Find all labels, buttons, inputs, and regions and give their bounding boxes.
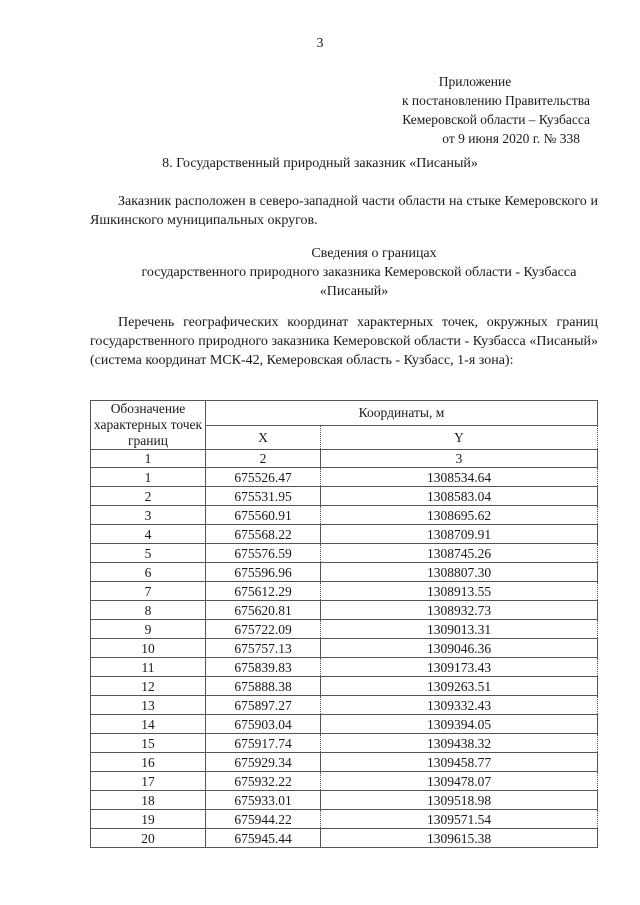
point-number-cell: 14: [91, 715, 206, 734]
subtitle-line-1: Сведения о границах: [311, 246, 437, 261]
point-number-cell: 12: [91, 677, 206, 696]
y-coordinate-cell: 1309332.43: [321, 696, 598, 715]
x-coordinate-cell: 675839.83: [206, 658, 321, 677]
boundaries-subtitle: [90, 244, 598, 301]
y-coordinate-cell: 1309571.54: [321, 810, 598, 829]
y-coordinate-cell: 1309046.36: [321, 639, 598, 658]
y-coordinate-cell: 1309518.98: [321, 791, 598, 810]
header-coordinates: Координаты, м: [206, 401, 598, 426]
x-coordinate-cell: 675560.91: [206, 506, 321, 525]
point-number-cell: 18: [91, 791, 206, 810]
header-point-name: Обозначение характерных точек границ: [91, 401, 206, 450]
y-coordinate-cell: 1309263.51: [321, 677, 598, 696]
x-coordinate-cell: 675929.34: [206, 753, 321, 772]
column-index: 2: [206, 450, 321, 468]
appendix-line-3: Кемеровской области – Кузбасса: [402, 112, 590, 127]
point-number-cell: 19: [91, 810, 206, 829]
point-number-cell: 13: [91, 696, 206, 715]
table-row: [91, 810, 598, 829]
y-coordinate-cell: 1309013.31: [321, 620, 598, 639]
x-coordinate-cell: 675944.22: [206, 810, 321, 829]
table-row: [91, 829, 598, 848]
x-coordinate-cell: 675576.59: [206, 544, 321, 563]
y-coordinate-cell: 1308583.04: [321, 487, 598, 506]
table-row: [91, 601, 598, 620]
page-number: 3: [316, 36, 324, 51]
table-row: [91, 715, 598, 734]
table-row: [91, 468, 598, 487]
point-number-cell: 8: [91, 601, 206, 620]
y-coordinate-cell: 1308932.73: [321, 601, 598, 620]
point-number-cell: 20: [91, 829, 206, 848]
y-coordinate-cell: 1309478.07: [321, 772, 598, 791]
x-coordinate-cell: 675620.81: [206, 601, 321, 620]
appendix-line-2: к постановлению Правительства: [401, 93, 590, 108]
subtitle-line-3: «Писаный»: [319, 284, 389, 299]
column-index: 1: [91, 450, 206, 468]
coordinates-intro-paragraph: Перечень географических координат характерных точек, окружных границ государственного природного заказника Кемеровской области - Кузбасса «Писаный» (система координат МСК-42, Кемеровская область - Кузбасс, 1-я зона):: [90, 315, 598, 368]
table-row: [91, 753, 598, 772]
point-number-cell: 11: [91, 658, 206, 677]
y-coordinate-cell: 1308745.26: [321, 544, 598, 563]
x-coordinate-cell: 675596.96: [206, 563, 321, 582]
coordinates-table: [90, 400, 598, 848]
x-coordinate-cell: 675932.22: [206, 772, 321, 791]
section-title: 8. Государственный природный заказник «Писаный»: [162, 156, 478, 171]
appendix-block: [330, 72, 590, 148]
table-row: [91, 544, 598, 563]
y-coordinate-cell: 1309173.43: [321, 658, 598, 677]
table-row: [91, 734, 598, 753]
header-y: Y: [321, 425, 598, 450]
point-number-cell: 6: [91, 563, 206, 582]
column-index-row: [91, 450, 598, 468]
table-row: [91, 487, 598, 506]
x-coordinate-cell: 675917.74: [206, 734, 321, 753]
x-coordinate-cell: 675945.44: [206, 829, 321, 848]
table-row: [91, 772, 598, 791]
point-number-cell: 4: [91, 525, 206, 544]
x-coordinate-cell: 675897.27: [206, 696, 321, 715]
header-x: X: [206, 425, 321, 450]
table-row: [91, 639, 598, 658]
appendix-line-4: от 9 июня 2020 г. № 338: [442, 131, 580, 146]
table-row: [91, 525, 598, 544]
table-row: [91, 620, 598, 639]
y-coordinate-cell: 1308807.30: [321, 563, 598, 582]
point-number-cell: 15: [91, 734, 206, 753]
point-number-cell: 3: [91, 506, 206, 525]
point-number-cell: 1: [91, 468, 206, 487]
x-coordinate-cell: 675903.04: [206, 715, 321, 734]
x-coordinate-cell: 675526.47: [206, 468, 321, 487]
x-coordinate-cell: 675531.95: [206, 487, 321, 506]
table-row: [91, 563, 598, 582]
column-index: 3: [321, 450, 598, 468]
y-coordinate-cell: 1309458.77: [321, 753, 598, 772]
x-coordinate-cell: 675888.38: [206, 677, 321, 696]
table-row: [91, 696, 598, 715]
table-row: [91, 677, 598, 696]
point-number-cell: 17: [91, 772, 206, 791]
point-number-cell: 16: [91, 753, 206, 772]
table-row: [91, 791, 598, 810]
reserve-location-paragraph: Заказник расположен в северо-западной части области на стыке Кемеровского и Яшкинского муниципальных округов.: [90, 194, 598, 228]
x-coordinate-cell: 675722.09: [206, 620, 321, 639]
table-row: [91, 582, 598, 601]
x-coordinate-cell: 675612.29: [206, 582, 321, 601]
y-coordinate-cell: 1309394.05: [321, 715, 598, 734]
y-coordinate-cell: 1308709.91: [321, 525, 598, 544]
x-coordinate-cell: 675933.01: [206, 791, 321, 810]
table-row: [91, 658, 598, 677]
x-coordinate-cell: 675757.13: [206, 639, 321, 658]
y-coordinate-cell: 1308913.55: [321, 582, 598, 601]
y-coordinate-cell: 1309438.32: [321, 734, 598, 753]
table-row: [91, 506, 598, 525]
y-coordinate-cell: 1309615.38: [321, 829, 598, 848]
y-coordinate-cell: 1308534.64: [321, 468, 598, 487]
x-coordinate-cell: 675568.22: [206, 525, 321, 544]
y-coordinate-cell: 1308695.62: [321, 506, 598, 525]
appendix-line-1: Приложение: [438, 74, 512, 89]
point-number-cell: 9: [91, 620, 206, 639]
point-number-cell: 7: [91, 582, 206, 601]
point-number-cell: 2: [91, 487, 206, 506]
point-number-cell: 5: [91, 544, 206, 563]
subtitle-line-2: государственного природного заказника Кемеровской области - Кузбасса: [141, 265, 577, 280]
point-number-cell: 10: [91, 639, 206, 658]
